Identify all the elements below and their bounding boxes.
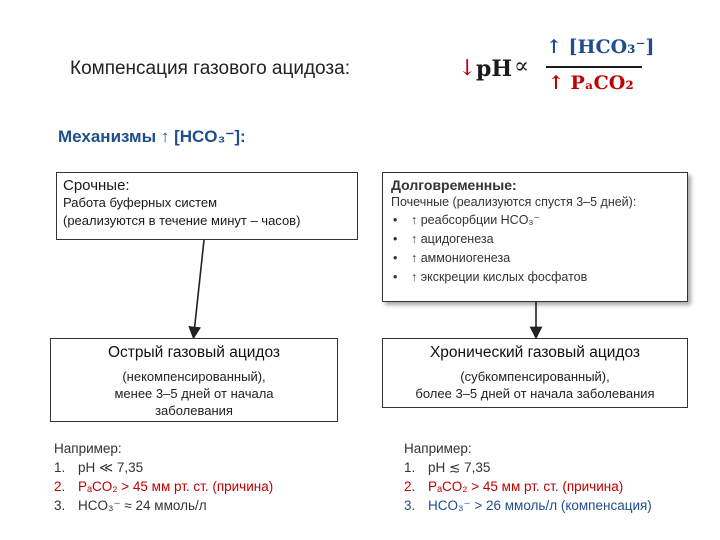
list-item: • ↑ ацидогенеза [391, 230, 679, 249]
acute-line-2: менее 3–5 дней от начала [114, 386, 274, 401]
example-chronic [404, 441, 652, 515]
list-item: • ↑ аммониогенеза [391, 249, 679, 268]
longterm-heading: Долговременные: [391, 177, 517, 193]
chronic-line-2: более 3–5 дней от начала заболевания [415, 386, 655, 401]
formula-numerator: ↑ [HCO₃⁻] [546, 36, 655, 58]
urgent-heading: Срочные: [63, 177, 130, 194]
page-title: Компенсация газового ацидоза: [70, 58, 350, 79]
list-item: 2. PₐCO₂ > 45 мм рт. ст. (причина) [54, 479, 274, 494]
example-acute [54, 441, 273, 515]
list-item: 1. pH ≪ 7,35 [54, 460, 144, 475]
acute-title: Острый газовый ацидоз [107, 344, 281, 361]
mechanisms-heading: Механизмы ↑ [HCO₃⁻]: [58, 127, 246, 146]
arrow-down-icon: ↓ [458, 56, 477, 81]
list-item: 1. pH ≲ 7,35 [404, 460, 491, 475]
longterm-subheading: Почечные (реализуются спустя 3–5 дней): [391, 195, 637, 209]
urgent-line-1: Работа буферных систем [63, 195, 218, 210]
list-item: 3. HCO₃⁻ ≈ 24 ммоль/л [54, 498, 207, 513]
example-heading: Например: [54, 441, 122, 456]
list-item: 2. PₐCO₂ > 45 мм рт. ст. (причина) [404, 479, 624, 494]
formula-denominator: ↑ PₐCO₂ [548, 72, 634, 94]
example-heading: Например: [404, 441, 472, 456]
acute-line-1: (некомпенсированный), [122, 369, 266, 384]
list-item: • ↑ реабсорбции HCO₃⁻ [391, 211, 679, 230]
chronic-line-1: (субкомпенсированный), [460, 369, 610, 384]
list-item: • ↑ экскреции кислых фосфатов [391, 268, 679, 287]
urgent-line-2: (реализуются в течение минут – часов) [63, 213, 301, 228]
proportional-symbol: ∝ [514, 54, 529, 79]
acute-line-3: заболевания [155, 403, 233, 418]
chronic-acidosis-box [382, 338, 688, 408]
chronic-title: Хронический газовый ацидоз [429, 344, 641, 361]
ph-symbol: pH [476, 56, 513, 82]
acute-acidosis-box [50, 338, 338, 422]
list-item: 3. HCO₃⁻ > 26 ммоль/л (компенсация) [404, 498, 652, 513]
arrow-urgent-to-acute [194, 240, 204, 333]
